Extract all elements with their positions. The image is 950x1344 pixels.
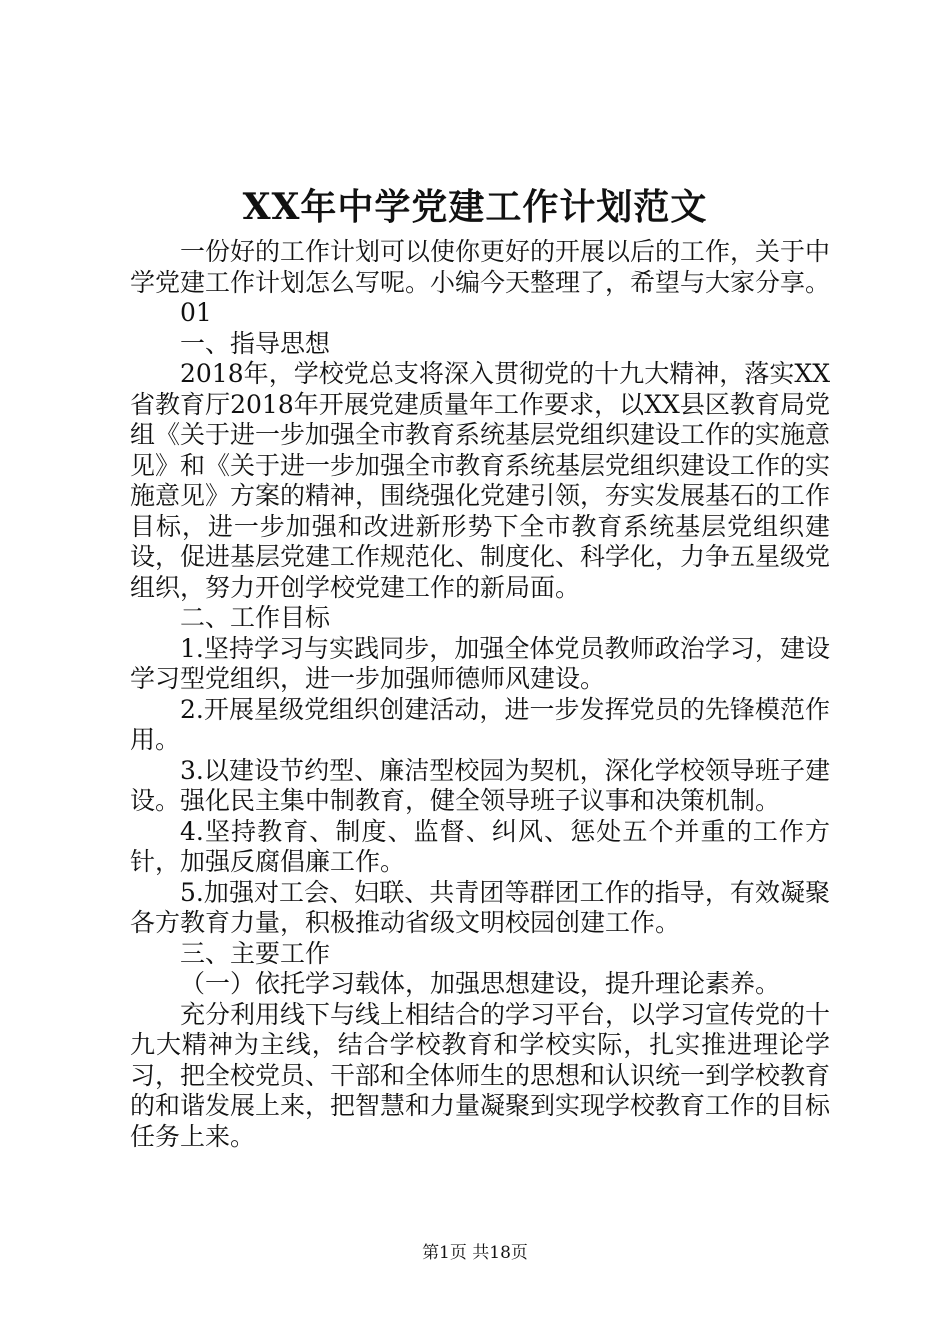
- goal-item-4: 4.坚持教育、制度、监督、纠风、惩处五个并重的工作方针，加强反腐倡廉工作。: [130, 816, 830, 876]
- heading-main-work: 三、主要工作: [180, 938, 331, 968]
- heading-work-goals: 二、工作目标: [180, 603, 331, 632]
- paragraph-main-work-1: 充分利用线下与线上相结合的学习平台，以学习宣传党的十九大精神为主线，结合学校教育和学校实际，扎实推进理论学习，把全校党员、干部和全体师生的思想和认识统一到学校教育的和谐发展上来，把智慧和力量凝聚到实现学校教育工作的目标任务上来。: [130, 999, 831, 1151]
- goal-item-2: 2.开展星级党组织创建活动，进一步发挥党员的先锋模范作用。: [130, 694, 830, 754]
- goal-item-5: 5.加强对工会、妇联、共青团等群团工作的指导，有效凝聚各方教育力量，积极推动省级文明校园创建工作。: [130, 877, 830, 937]
- document-title: XX年中学党建工作计划范文: [242, 186, 708, 228]
- page-number-footer: 第1页 共18页: [422, 1243, 528, 1263]
- paragraph-guiding-ideology: 2018年，学校党总支将深入贯彻党的十九大精神，落实XX省教育厅2018年开展党建质量年工作要求，以XX县区教育局党组《关于进一步加强全市教育系统基层党组织建设工作的实施意见》和《关于进一步加强全市教育系统基层党组织建设工作的实施意见》方案的精神，围绕强化党建引领，夯实发展基石的工作目标，进一步加强和改进新形势下全市教育系统基层党组织建设，促进基层党建工作规范化、制度化、科学化，力争五星级党组织，努力开创学校党建工作的新局面。: [130, 359, 831, 602]
- subheading-main-work-1: （一）依托学习载体，加强思想建设，提升理论素养。: [180, 969, 781, 998]
- document-body: [130, 237, 830, 1152]
- paragraph-intro: 一份好的工作计划可以使你更好的开展以后的工作，关于中学党建工作计划怎么写呢。小编今天整理了，希望与大家分享。: [130, 237, 831, 297]
- heading-guiding-ideology: 一、指导思想: [180, 328, 331, 358]
- goal-item-1: 1.坚持学习与实践同步，加强全体党员教师政治学习，建设学习型党组织，进一步加强师德师风建设。: [130, 633, 830, 693]
- goal-item-3: 3.以建设节约型、廉洁型校园为契机，深化学校领导班子建设。强化民主集中制教育，健全领导班子议事和决策机制。: [130, 755, 830, 815]
- paragraph-section-number: 01: [180, 298, 212, 327]
